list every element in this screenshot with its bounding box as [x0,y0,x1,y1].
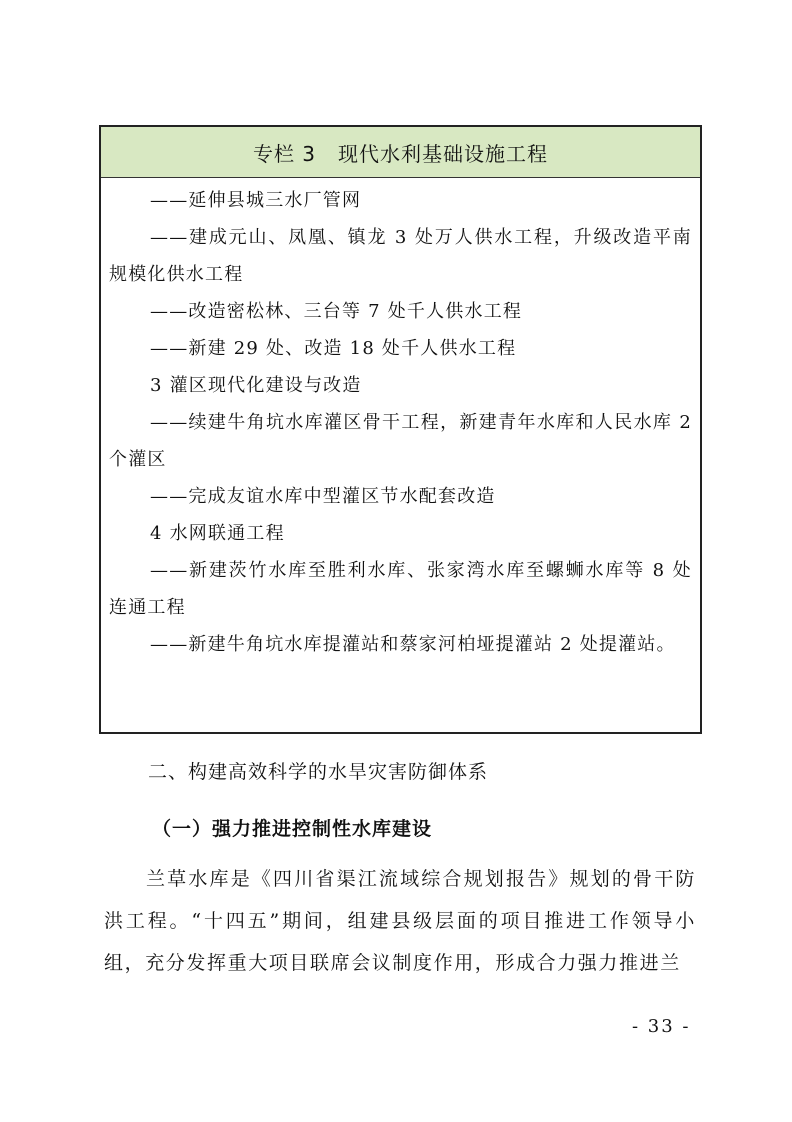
page-number: - 33 - [632,1016,691,1037]
feature-box-title: 现代水利基础设施工程 [338,141,549,166]
box-line: ——改造密松林、三台等 7 处千人供水工程 [150,301,523,322]
box-line: ——续建牛角坑水库灌区骨干工程，新建青年水库和人民水库 2 个灌区 [109,412,692,470]
feature-box-body [101,178,700,663]
box-line: ——新建牛角坑水库提灌站和蔡家河柏垭提灌站 2 处提灌站。 [150,634,676,655]
box-line: ——建成元山、凤凰、镇龙 3 处万人供水工程，升级改造平南规模化供水工程 [109,227,692,285]
section-heading: 二、构建高效科学的水旱灾害防御体系 [148,761,489,783]
subsection-heading: （一）强力推进控制性水库建设 [152,818,433,840]
feature-box-label: 专栏 3 [252,141,317,166]
box-line: ——新建茨竹水库至胜利水库、张家湾水库至螺蛳水库等 8 处连通工程 [109,560,692,618]
box-line: ——延伸县城三水厂管网 [150,190,362,211]
box-line: ——完成友谊水库中型灌区节水配套改造 [150,486,496,507]
box-line: 3 灌区现代化建设与改造 [150,375,362,396]
box-line: 4 水网联通工程 [150,523,285,544]
body-paragraph: 兰草水库是《四川省渠江流域综合规划报告》规划的骨干防洪工程。“十四五”期间，组建县级层面的项目推进工作领导小组，充分发挥重大项目联席会议制度作用，形成合力强力推进兰 [104,868,696,974]
feature-box [99,125,702,734]
feature-box-header [101,127,700,178]
box-line: ——新建 29 处、改造 18 处千人供水工程 [150,338,517,359]
